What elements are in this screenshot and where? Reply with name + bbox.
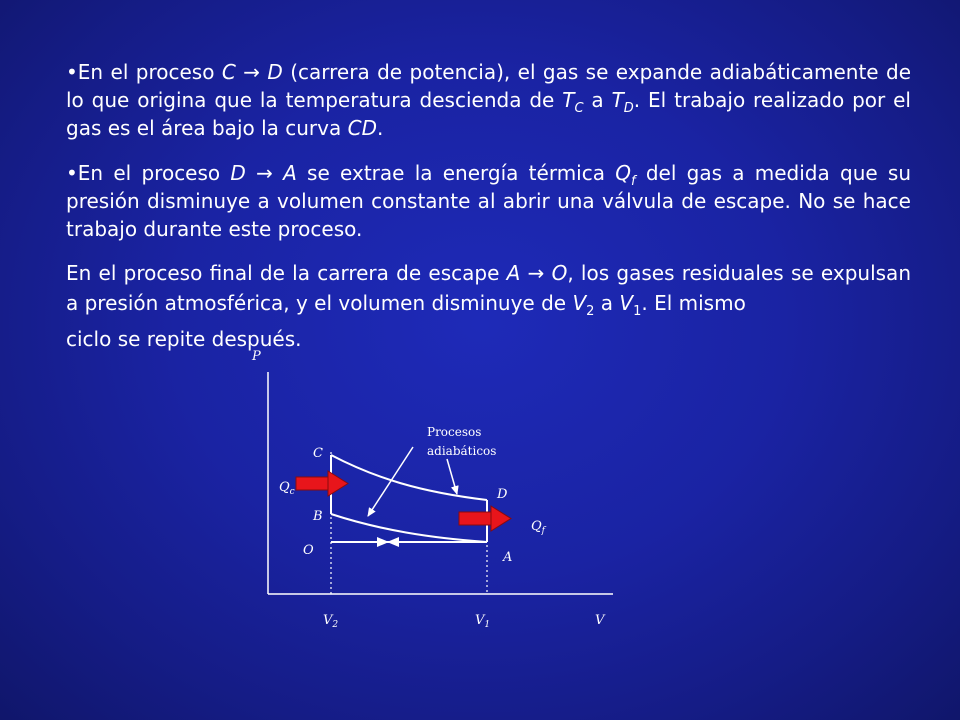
annotation-pointer-ab [368,447,413,516]
annotation-line-2: adiabáticos [427,444,497,458]
heat-symbol: Q [615,161,631,185]
subscript-2: 2 [586,304,595,319]
point-d-ref: D [267,60,283,84]
qf-label [531,519,547,536]
arrow-symbol: → [527,261,545,285]
subscript-f: f [630,174,636,189]
point-o-label: O [303,543,314,558]
point-d-label: D [497,487,508,502]
heat-out-arrow-icon [459,506,511,531]
text-fragment: del gas a medida que su presión disminuye a volumen constante al abrir una válvula de escape. No se hace trabajo durante este proceso. [66,161,912,241]
bullet: • [66,161,78,185]
text-fragment: (carrera de potencia), el gas se expande adiabáticamente de lo que origina que la temperatura descienda de [66,60,912,112]
arrowhead-left [387,537,399,547]
heat-in-arrow-icon [296,471,348,496]
point-a-label: A [503,550,513,565]
v2-label [323,613,338,630]
point-o-ref: O [551,261,568,285]
point-b-label: B [313,509,323,524]
arrow-symbol: → [243,60,260,84]
point-d-ref: D [230,161,246,185]
point-a-ref: A [283,161,297,185]
p-axis-label: P [252,349,261,364]
v1-label [475,613,490,630]
text-fragment: . El mismo [641,291,746,315]
bullet: • [66,60,78,84]
temperature-symbol: T [562,88,575,112]
subscript-c: C [574,101,584,116]
v2-subscript: 2 [332,620,339,630]
qc-symbol: Q [279,480,290,495]
text-fragment: a [594,291,620,315]
curve-cd [331,455,487,500]
qf-symbol: Q [531,519,542,534]
v2-symbol: V [323,613,333,628]
v1-subscript: 1 [484,620,491,630]
text-fragment: a [583,88,612,112]
text-fragment: , los gases residuales se expulsan a presión atmosférica, y el volumen disminuye de [66,261,911,315]
subscript-1: 1 [633,304,642,319]
annotation-pointer-cd [447,459,457,494]
text-fragment: En el proceso [77,161,231,185]
text-fragment: se extrae la energía térmica [296,161,616,185]
v1-symbol: V [475,613,485,628]
point-c-label: C [313,446,323,461]
temperature-symbol: T [611,88,624,112]
text-fragment: . [376,116,384,140]
text-fragment: . El trabajo realizado por el gas es el área bajo la curva [66,88,911,140]
annotation-line-1: Procesos [427,425,482,439]
text-fragment: ciclo se repite después. [66,327,302,351]
arrow-symbol: → [256,161,273,185]
v-axis-label: V [595,613,605,628]
point-c-ref: C [221,60,236,84]
volume-symbol: V [572,291,587,315]
qc-label [279,480,295,497]
point-a-ref: A [506,261,521,285]
text-fragment: En el proceso final de la carrera de escape [66,261,507,285]
volume-symbol: V [619,291,634,315]
curve-cd-ref: CD [347,116,377,140]
text-fragment: En el proceso [77,60,222,84]
subscript-d: D [623,101,634,116]
qc-subscript: c [289,487,295,497]
qf-subscript: f [541,526,546,536]
